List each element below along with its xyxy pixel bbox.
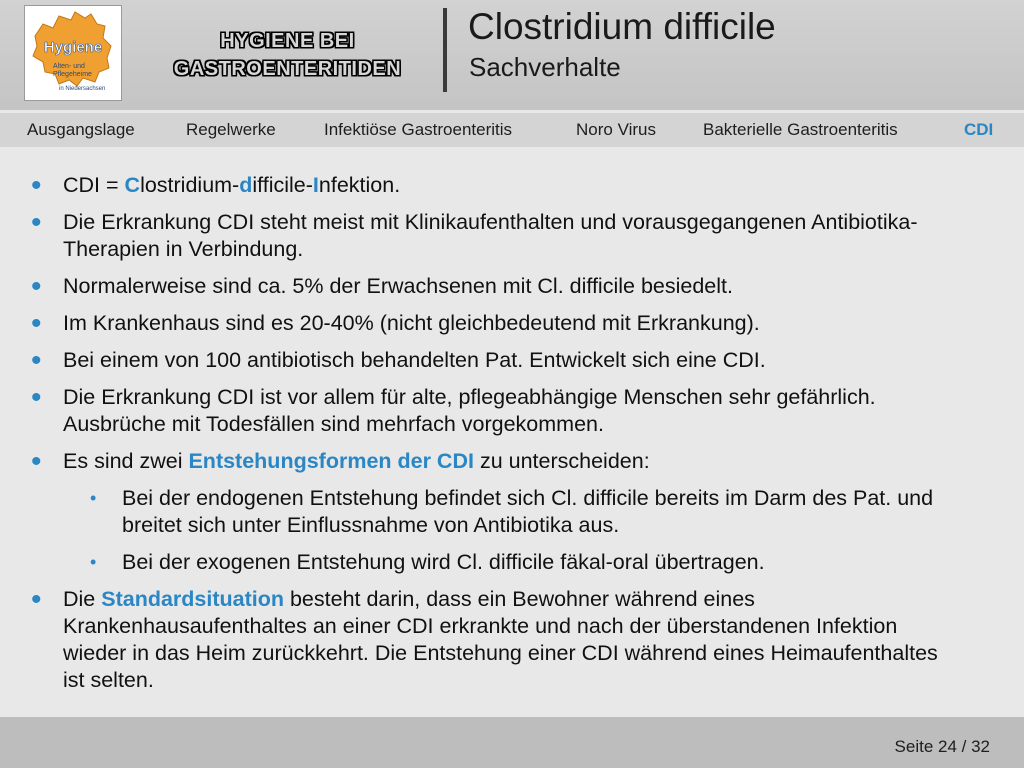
nav-item-infektioese-gastroenteritis[interactable]: Infektiöse Gastroenteritis [324, 120, 513, 139]
footer [0, 717, 1024, 768]
bullet-dot-icon: • [31, 206, 42, 239]
logo [24, 5, 122, 101]
sub-bullet-dot-icon: • [90, 552, 97, 572]
logo-word: Hygiene [43, 39, 103, 56]
sub-bullet-item: • Bei der endogenen Entstehung befindet sich Cl. difficile bereits im Darm des Pat. und breitet sich unter Einflussnahme von Antibiotika aus. [90, 486, 934, 537]
nav-item-ausgangslage[interactable]: Ausgangslage [27, 120, 135, 139]
slide-subtitle: Sachverhalte [469, 52, 621, 82]
bullet-dot-icon: • [31, 344, 42, 377]
sub-bullet-dot-icon: • [90, 488, 97, 508]
bullet-dot-icon: • [31, 307, 42, 340]
nav-item-bakterielle-gastroenteritis[interactable]: Bakterielle Gastroenteritis [703, 120, 898, 139]
bullet-dot-icon: • [31, 381, 42, 414]
org-title-line1: HYGIENE BEI [220, 30, 355, 52]
bullet-item: • Die Erkrankung CDI steht meist mit Klinikaufenthalten und vorausgegangenen Antibiotika-Therapien in Verbindung. [31, 206, 918, 261]
bullet-item: • Es sind zwei Entstehungsformen der CDI zu unterscheiden: [31, 445, 650, 478]
bullet-list [0, 169, 1000, 704]
logo-line1: Alten- und [53, 63, 85, 70]
lower-saxony-map-icon [25, 6, 121, 100]
nav-item-cdi[interactable]: CDI [964, 120, 994, 139]
org-title [140, 27, 435, 83]
bullet-item: • Im Krankenhaus sind es 20-40% (nicht gleichbedeutend mit Erkrankung). [31, 307, 760, 340]
title-divider [443, 8, 447, 92]
page-number: Seite 24 / 32 [894, 737, 990, 756]
bullet-dot-icon: • [31, 445, 42, 478]
bullet-dot-icon: • [31, 270, 42, 303]
logo-line2: Pflegeheime [53, 71, 92, 78]
nav-item-regelwerke[interactable]: Regelwerke [186, 120, 276, 139]
bullet-item: • Die Standardsituation besteht darin, dass ein Bewohner während eines Krankenhausaufenthaltes an einer CDI erkrankte und nach der überstandenen Infektion wieder in das Heim zurückkehrt. Die Entstehung einer CDI während eines Heimaufenthaltes ist selten. [31, 583, 938, 692]
section-nav [0, 113, 1024, 147]
nav-item-noro-virus[interactable]: Noro Virus [576, 120, 656, 139]
bullet-dot-icon: • [31, 583, 42, 616]
bullet-item: • Normalerweise sind ca. 5% der Erwachsenen mit Cl. difficile besiedelt. [31, 270, 733, 303]
org-title-line2: GASTROENTERITIDEN [173, 58, 402, 80]
slide-title: Clostridium difficile [468, 6, 776, 47]
bullet-dot-icon: • [31, 169, 42, 202]
bullet-item: • Die Erkrankung CDI ist vor allem für alte, pflegeabhängige Menschen sehr gefährlich. Ausbrüche mit Todesfällen sind mehrfach vorgekommen. [31, 381, 876, 436]
bullet-item: • Bei einem von 100 antibiotisch behandelten Pat. Entwickelt sich eine CDI. [31, 344, 766, 377]
sub-bullet-item: • Bei der exogenen Entstehung wird Cl. difficile fäkal-oral übertragen. [90, 550, 765, 574]
bullet-item: • CDI = Clostridium-difficile-Infektion. [31, 169, 401, 202]
logo-line3: in Niedersachsen [59, 86, 106, 92]
header [0, 0, 1024, 110]
